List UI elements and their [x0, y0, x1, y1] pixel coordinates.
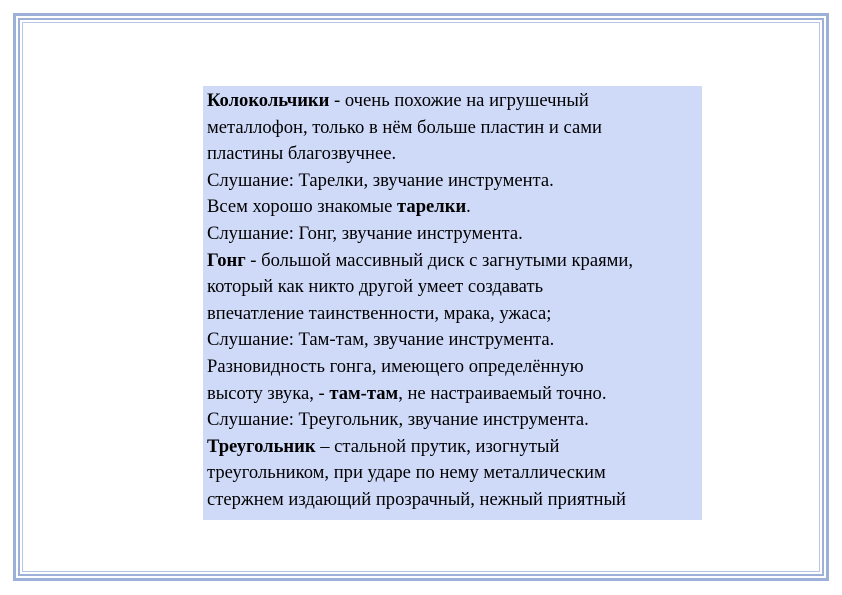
term-bells: Колокольчики: [207, 90, 330, 111]
term-gong: Гонг: [207, 249, 246, 271]
text-fragment: – стальной прутик, изогнутый: [315, 435, 560, 457]
text-line: металлофон, только в нём больше пластин и сами: [207, 116, 602, 138]
text-fragment: - очень похожие на игрушечный: [329, 90, 589, 111]
text-line: [207, 381, 702, 408]
text-line: стержнем издающий прозрачный, нежный приятный: [207, 488, 626, 510]
text-line: треугольником, при ударе по нему металлическим: [207, 462, 606, 484]
text-line: [207, 248, 702, 275]
text-line: пластины благозвучнее.: [207, 143, 397, 165]
listening-triangle: Слушание: Треугольник, звучание инструмента.: [207, 409, 589, 431]
term-cymbals: тарелки: [397, 196, 467, 218]
term-tam-tam: там-там: [329, 382, 399, 404]
listening-cymbals: Слушание: Тарелки, звучание инструмента.: [207, 169, 554, 191]
text-fragment: - большой массивный диск с загнутыми краями,: [245, 249, 634, 271]
listening-tam-tam: Слушание: Там-там, звучание инструмента.: [207, 329, 555, 351]
text-fragment: .: [466, 196, 471, 218]
text-line: [207, 434, 702, 461]
text-line: Разновидность гонга, имеющего определённую: [207, 355, 584, 377]
text-line: который как никто другой умеет создавать: [207, 276, 544, 298]
text-line: впечатление таинственности, мрака, ужаса;: [207, 302, 552, 324]
text-box: [203, 86, 702, 520]
text-fragment: Всем хорошо знакомые: [207, 196, 398, 218]
text-line: [207, 194, 702, 221]
listening-gong: Слушание: Гонг, звучание инструмента.: [207, 222, 523, 244]
text-fragment: высоту звука, -: [207, 382, 330, 404]
term-triangle: Треугольник: [207, 435, 316, 457]
text-line: [207, 88, 702, 115]
text-fragment: , не настраиваемый точно.: [398, 382, 607, 404]
